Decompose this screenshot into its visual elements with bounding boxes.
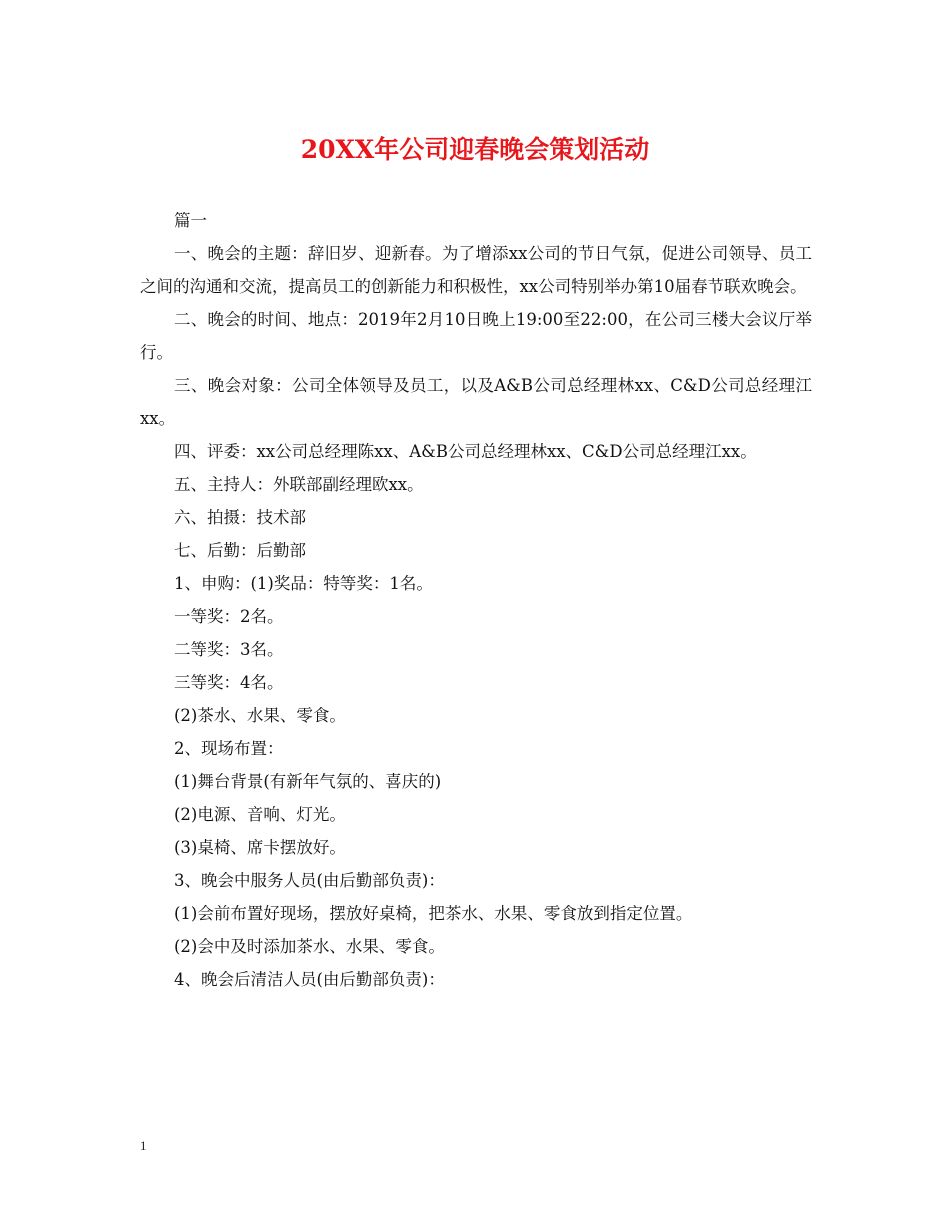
paragraph-second-prize: 二等奖：3名。 xyxy=(174,640,284,659)
paragraph-power-audio: (2)电源、音响、灯光。 xyxy=(174,805,346,824)
paragraph-tables-chairs: (3)桌椅、席卡摆放好。 xyxy=(174,838,346,857)
paragraph-photography: 六、拍摄：技术部 xyxy=(174,508,306,527)
paragraph-time-place: 二、晚会的时间、地点：2019年2月10日晚上19:00至22:00，在公司三楼大会议厅举行。 xyxy=(140,310,812,362)
paragraph-cleanup: 4、晚会后清洁人员(由后勤部负责)： xyxy=(174,970,445,989)
paragraph-judges: 四、评委：xx公司总经理陈xx、A&B公司总经理林xx、C&D公司总经理江xx。 xyxy=(174,442,757,461)
paragraph-third-prize: 三等奖：4名。 xyxy=(174,673,284,692)
page-number: 1 xyxy=(140,1138,147,1153)
paragraph-purchase: 1、申购：(1)奖品：特等奖：1名。 xyxy=(174,574,433,593)
paragraph-stage-background: (1)舞台背景(有新年气氛的、喜庆的) xyxy=(174,772,442,791)
paragraph-section-label: 篇一 xyxy=(174,211,207,230)
paragraph-first-prize: 一等奖：2名。 xyxy=(174,607,284,626)
paragraph-host: 五、主持人：外联部副经理欧xx。 xyxy=(174,475,424,494)
paragraph-audience: 三、晚会对象：公司全体领导及员工，以及A&B公司总经理林xx、C&D公司总经理江xx。 xyxy=(140,376,812,428)
document-body xyxy=(140,204,812,996)
paragraph-during-event: (2)会中及时添加茶水、水果、零食。 xyxy=(174,937,445,956)
paragraph-venue-setup: 2、现场布置： xyxy=(174,739,284,758)
paragraph-theme: 一、晚会的主题：辞旧岁、迎新春。为了增添xx公司的节日气氛，促进公司领导、员工之间的沟通和交流，提高员工的创新能力和积极性，xx公司特别举办第10届春节联欢晚会。 xyxy=(140,244,812,296)
paragraph-pre-event: (1)会前布置好现场，摆放好桌椅，把茶水、水果、零食放到指定位置。 xyxy=(174,904,693,923)
paragraph-refreshments: (2)茶水、水果、零食。 xyxy=(174,706,346,725)
paragraph-logistics: 七、后勤：后勤部 xyxy=(174,541,306,560)
paragraph-service-staff: 3、晚会中服务人员(由后勤部负责)： xyxy=(174,871,445,890)
document-title: 20XX年公司迎春晚会策划活动 xyxy=(300,135,650,164)
